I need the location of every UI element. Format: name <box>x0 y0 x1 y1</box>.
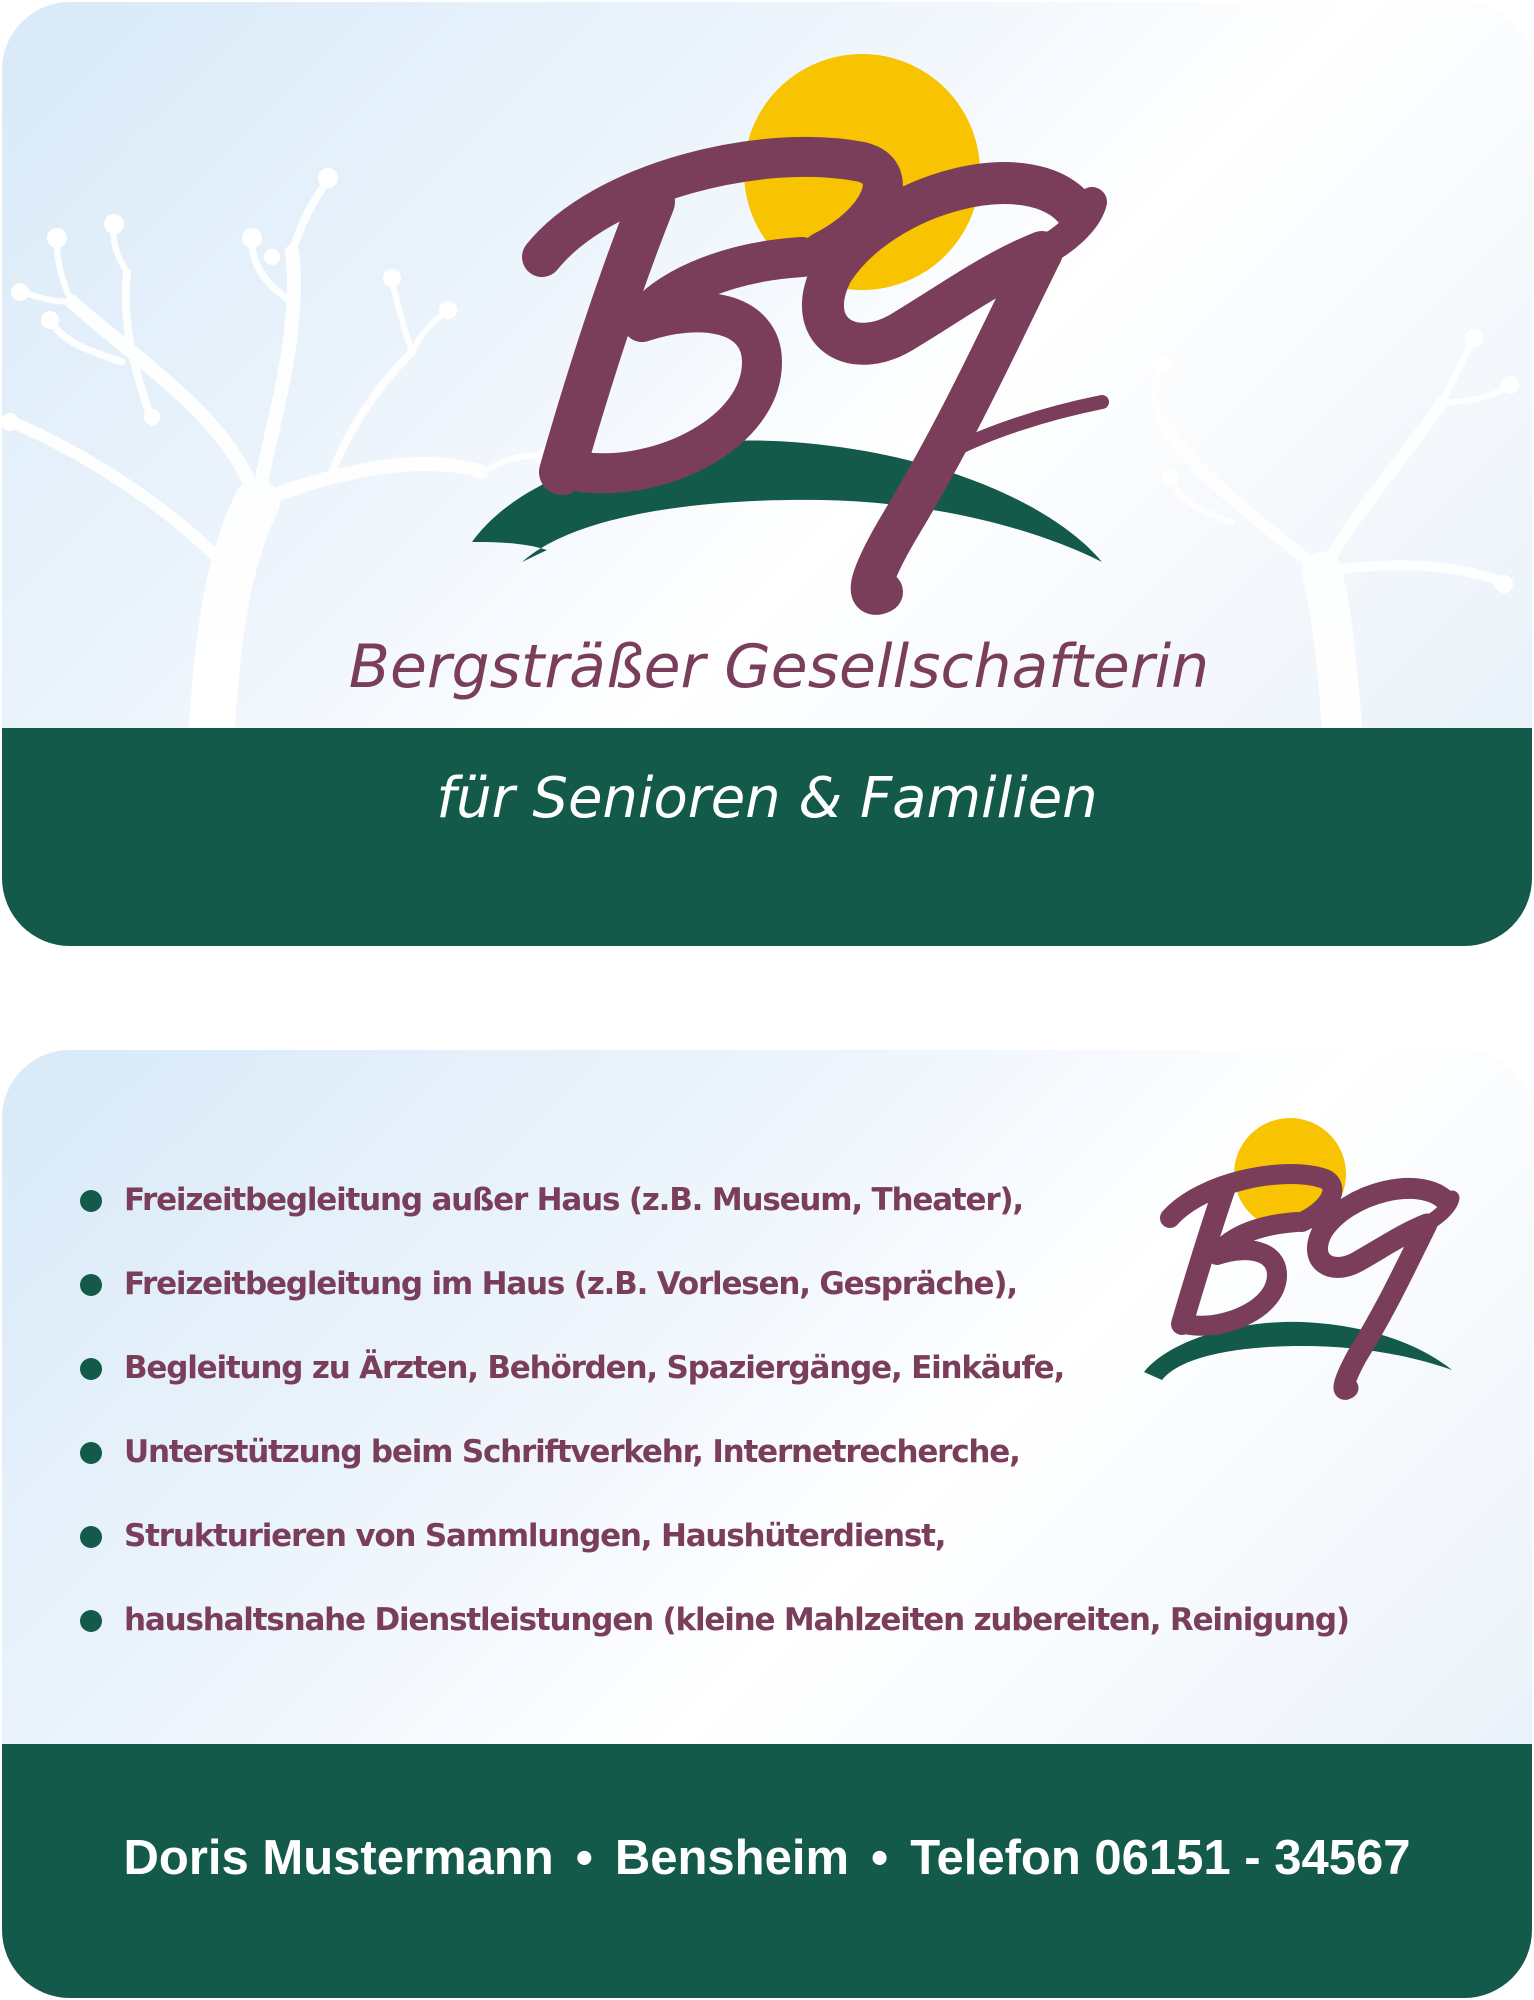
services-list <box>80 1158 1349 1662</box>
list-item <box>80 1326 1349 1410</box>
separator-dot: • <box>871 1831 889 1885</box>
bg-logo <box>472 54 1102 594</box>
bullet-icon <box>80 1274 102 1296</box>
front-green-band <box>2 728 1532 946</box>
contact-name: Doris Mustermann <box>123 1831 554 1885</box>
bullet-icon <box>80 1358 102 1380</box>
contact-phone: Telefon 06151 - 34567 <box>910 1831 1411 1885</box>
service-text: Freizeitbegleitung außer Haus (z.B. Museum, Theater), <box>124 1182 1023 1218</box>
service-text: Strukturieren von Sammlungen, Haushüterdienst, <box>124 1518 946 1554</box>
list-item <box>80 1242 1349 1326</box>
bullet-icon <box>80 1190 102 1212</box>
bullet-icon <box>80 1442 102 1464</box>
company-name: Bergsträßer Gesellschafterin <box>348 632 1210 702</box>
list-item <box>80 1578 1349 1662</box>
list-item <box>80 1494 1349 1578</box>
contact-line <box>2 1830 1532 1886</box>
bullet-icon <box>80 1610 102 1632</box>
contact-city: Bensheim <box>614 1831 850 1885</box>
company-tagline: für Senioren & Familien <box>436 766 1098 831</box>
service-text: Begleitung zu Ärzten, Behörden, Spaziergänge, Einkäufe, <box>124 1350 1065 1386</box>
business-card-back <box>2 1050 1532 1998</box>
separator-dot: • <box>575 1831 593 1885</box>
list-item <box>80 1158 1349 1242</box>
business-card-front <box>2 2 1532 946</box>
service-text: Unterstützung beim Schriftverkehr, Internetrecherche, <box>124 1434 1020 1470</box>
service-text: haushaltsnahe Dienstleistungen (kleine Mahlzeiten zubereiten, Reinigung) <box>124 1602 1349 1638</box>
service-text: Freizeitbegleitung im Haus (z.B. Vorlesen, Gespräche), <box>124 1266 1017 1302</box>
list-item <box>80 1410 1349 1494</box>
bullet-icon <box>80 1526 102 1548</box>
